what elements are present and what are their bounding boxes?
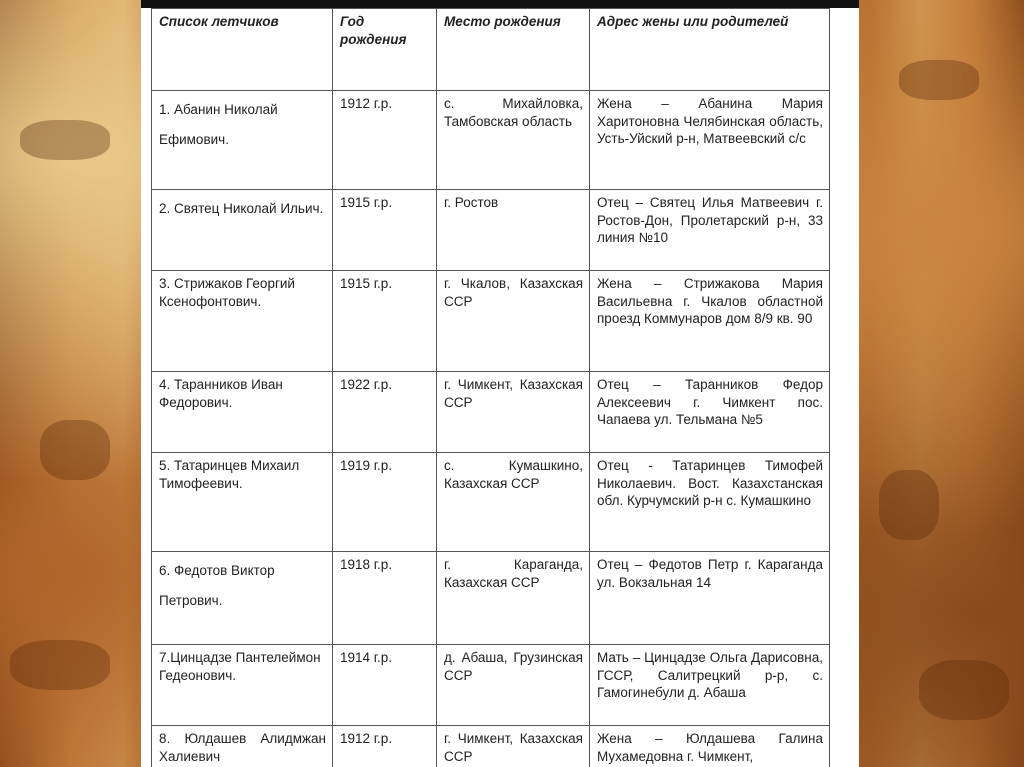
- pilot-name: 4. Таранников Иван Федорович.: [152, 372, 333, 453]
- birthplace: г. Чимкент, Казахская ССР: [437, 372, 590, 453]
- header-birthplace: Место рождения: [437, 9, 590, 91]
- parchment-background-right: [859, 0, 1024, 767]
- table-row: [152, 552, 830, 645]
- family-address: Отец – Таранников Федор Алексеевич г. Чимкент пос. Чапаева ул. Тельмана №5: [590, 372, 830, 453]
- pilot-name: 1. Абанин Николай Ефимович.: [152, 91, 333, 190]
- document-slide: [141, 0, 859, 767]
- parchment-background-left: [0, 0, 141, 767]
- header-pilots: Список летчиков: [152, 9, 333, 91]
- family-address: Мать – Цинцадзе Ольга Дарисовна, ГССР, Салитрецкий р-р, с. Гамогинебули д. Абаша: [590, 645, 830, 726]
- family-address: Жена – Юлдашева Галина Мухамедовна г. Чимкент,: [590, 726, 830, 767]
- header-address: Адрес жены или родителей: [590, 9, 830, 91]
- slide-top-bar: [141, 0, 859, 8]
- pilot-name: 8. Юлдашев Алидмжан Халиевич: [152, 726, 333, 767]
- table-row: [152, 453, 830, 552]
- birth-year: 1918 г.р.: [333, 552, 437, 645]
- birth-year: 1912 г.р.: [333, 726, 437, 767]
- table-row: [152, 190, 830, 271]
- birth-year: 1915 г.р.: [333, 271, 437, 372]
- pilot-name: 2. Святец Николай Ильич.: [152, 190, 333, 271]
- pilot-name: 3. Стрижаков Георгий Ксенофонтович.: [152, 271, 333, 372]
- header-birth-year: Год рождения: [333, 9, 437, 91]
- family-address: Отец - Татаринцев Тимофей Николаевич. Вост. Казахстанская обл. Курчумский р-н с. Кумашкино: [590, 453, 830, 552]
- family-address: Жена – Абанина Мария Харитоновна Челябинская область, Усть-Уйский р-н, Матвеевский с/с: [590, 91, 830, 190]
- family-address: Отец – Федотов Петр г. Караганда ул. Вокзальная 14: [590, 552, 830, 645]
- pilot-name: 6. Федотов Виктор Петрович.: [152, 552, 333, 645]
- pilot-name: 5. Татаринцев Михаил Тимофеевич.: [152, 453, 333, 552]
- birth-year: 1922 г.р.: [333, 372, 437, 453]
- pilot-name: 7.Цинцадзе Пантелеймон Гедеонович.: [152, 645, 333, 726]
- table-header-row: [152, 9, 830, 91]
- birthplace: д. Абаша, Грузинская ССР: [437, 645, 590, 726]
- pilots-table: [151, 8, 830, 767]
- birthplace: г. Чкалов, Казахская ССР: [437, 271, 590, 372]
- table-row: [152, 91, 830, 190]
- birth-year: 1915 г.р.: [333, 190, 437, 271]
- family-address: Жена – Стрижакова Мария Васильевна г. Чкалов областной проезд Коммунаров дом 8/9 кв. 90: [590, 271, 830, 372]
- birthplace: г. Ростов: [437, 190, 590, 271]
- birthplace: с. Кумашкино, Казахская ССР: [437, 453, 590, 552]
- birth-year: 1914 г.р.: [333, 645, 437, 726]
- birthplace: г. Караганда, Казахская ССР: [437, 552, 590, 645]
- table-row: [152, 271, 830, 372]
- table-row: [152, 645, 830, 726]
- table-row: [152, 726, 830, 767]
- table-row: [152, 372, 830, 453]
- birthplace: г. Чимкент, Казахская ССР: [437, 726, 590, 767]
- birth-year: 1912 г.р.: [333, 91, 437, 190]
- birth-year: 1919 г.р.: [333, 453, 437, 552]
- birthplace: с. Михайловка, Тамбовская область: [437, 91, 590, 190]
- family-address: Отец – Святец Илья Матвеевич г. Ростов-Дон, Пролетарский р-н, 33 линия №10: [590, 190, 830, 271]
